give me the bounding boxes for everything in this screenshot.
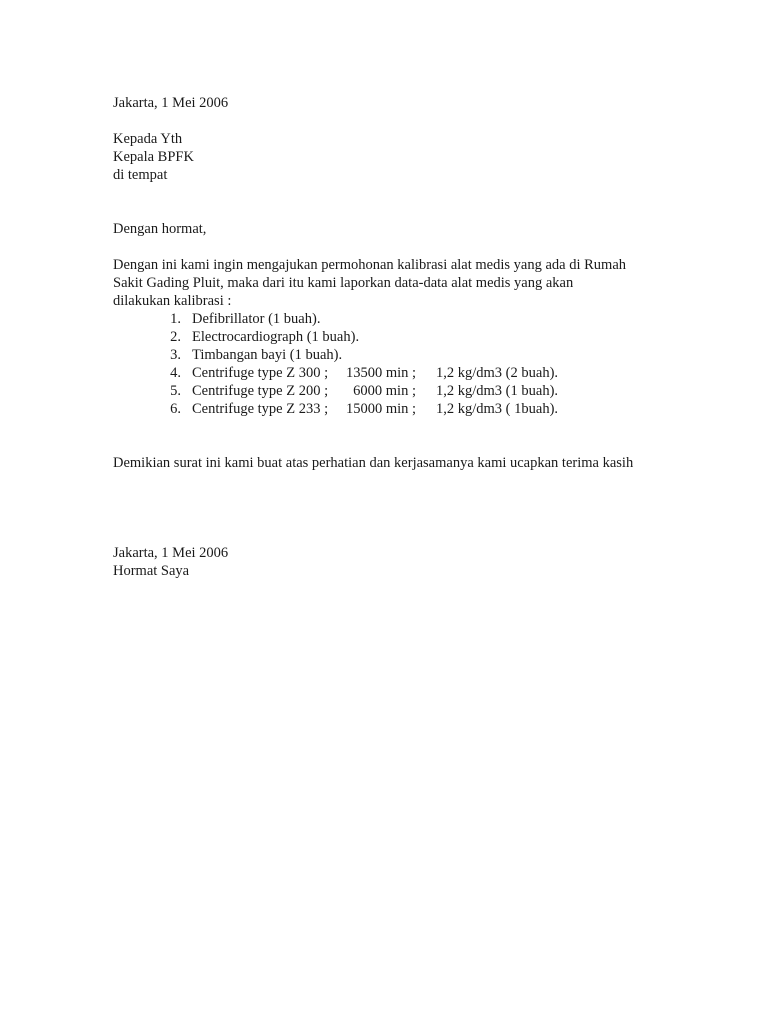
list-item [113, 364, 673, 382]
centrifuge-speed: 6000 min ; [353, 383, 416, 399]
list-item [113, 382, 673, 400]
list-item-text: Electrocardiograph (1 buah). [192, 329, 360, 345]
spacer [113, 238, 673, 256]
centrifuge-speed: 13500 min ; [346, 365, 417, 381]
letter-page [113, 94, 673, 580]
list-item [113, 310, 673, 328]
list-item [113, 400, 673, 418]
salutation: Dengan hormat, [113, 221, 207, 237]
spacer [113, 472, 673, 544]
recipient-line-1: Kepada Yth [113, 131, 183, 147]
equipment-list [113, 310, 673, 418]
closing-sentence: Demikian surat ini kami buat atas perhatian dan kerjasamanya kami ucapkan terima kasih [113, 455, 634, 471]
list-item-number: 5. [170, 383, 181, 399]
list-item [113, 328, 673, 346]
letter-date-top: Jakarta, 1 Mei 2006 [113, 95, 229, 111]
list-item-number: 1. [170, 311, 181, 327]
list-item-number: 4. [170, 365, 181, 381]
centrifuge-spec: 1,2 kg/dm3 (1 buah). [436, 383, 559, 399]
body-line-2: Sakit Gading Pluit, maka dari itu kami laporkan data-data alat medis yang akan [113, 275, 574, 291]
list-item-number: 2. [170, 329, 181, 345]
centrifuge-name: Centrifuge type Z 300 ; [192, 365, 329, 381]
centrifuge-name: Centrifuge type Z 200 ; [192, 383, 329, 399]
centrifuge-spec: 1,2 kg/dm3 (2 buah). [436, 365, 559, 381]
centrifuge-speed: 15000 min ; [346, 401, 417, 417]
spacer [113, 184, 673, 220]
body-paragraph [113, 256, 673, 310]
body-line-3: dilakukan kalibrasi : [113, 293, 232, 309]
list-item-text: Timbangan bayi (1 buah). [192, 347, 343, 363]
list-item-number: 6. [170, 401, 181, 417]
list-item [113, 346, 673, 364]
letter-date-bottom: Jakarta, 1 Mei 2006 [113, 545, 229, 561]
recipient-line-2: Kepala BPFK [113, 149, 194, 165]
recipient-block [113, 130, 673, 184]
list-item-number: 3. [170, 347, 181, 363]
spacer [113, 418, 673, 454]
spacer [113, 112, 673, 130]
list-item-text: Defibrillator (1 buah). [192, 311, 321, 327]
recipient-line-3: di tempat [113, 167, 168, 183]
centrifuge-name: Centrifuge type Z 233 ; [192, 401, 329, 417]
sign-off: Hormat Saya [113, 563, 190, 579]
body-line-1: Dengan ini kami ingin mengajukan permohonan kalibrasi alat medis yang ada di Rumah [113, 257, 627, 273]
centrifuge-spec: 1,2 kg/dm3 ( 1buah). [436, 401, 559, 417]
